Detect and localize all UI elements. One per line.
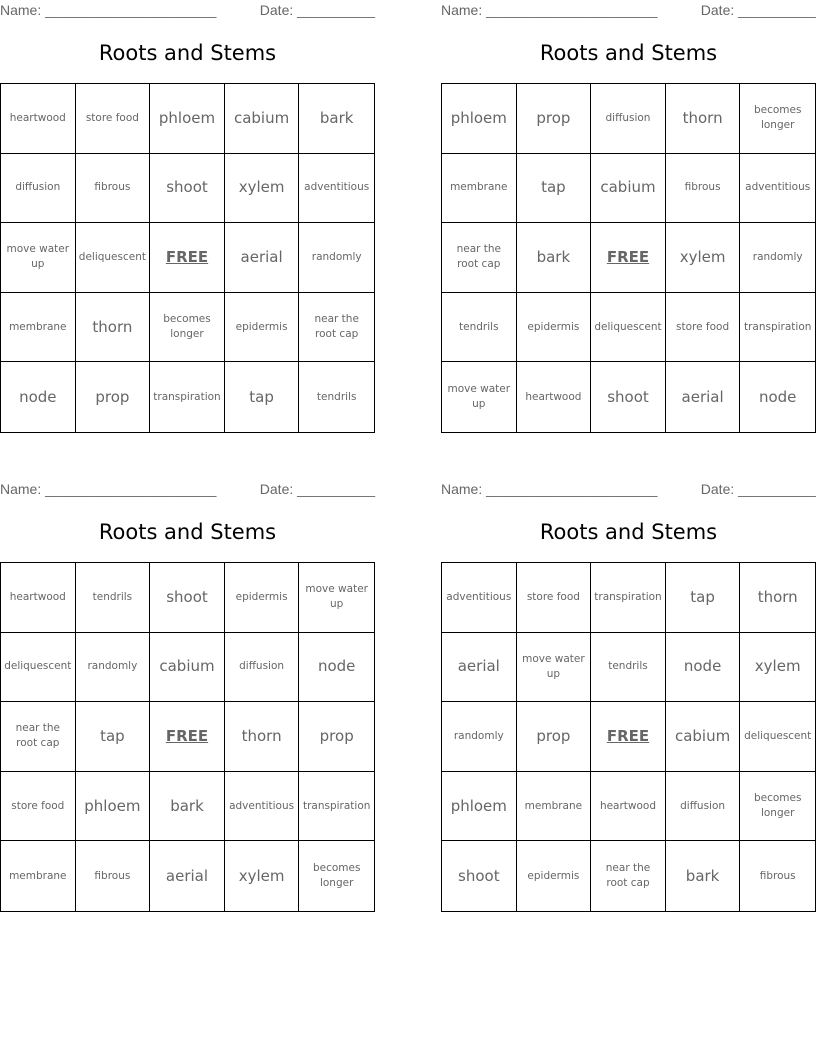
bingo-cell: store food — [1, 772, 76, 842]
bingo-grid — [0, 562, 375, 912]
bingo-cell: tap — [666, 563, 741, 633]
name-date-line — [0, 2, 375, 20]
bingo-cell: transpiration — [740, 293, 815, 363]
bingo-cell: deliquescent — [1, 633, 76, 703]
bingo-cell: phloem — [150, 84, 225, 154]
bingo-cell: aerial — [666, 362, 741, 432]
bingo-cell: membrane — [442, 154, 517, 224]
bingo-grid — [441, 83, 816, 433]
name-field: Name: ______________________ — [0, 481, 217, 497]
bingo-cell: store food — [666, 293, 741, 363]
bingo-cell: diffusion — [591, 84, 666, 154]
bingo-cell: xylem — [740, 633, 815, 703]
bingo-cell: aerial — [225, 223, 300, 293]
card-title: Roots and Stems — [539, 41, 718, 65]
bingo-cell: cabium — [666, 702, 741, 772]
bingo-cell: xylem — [666, 223, 741, 293]
bingo-cell: shoot — [150, 563, 225, 633]
bingo-cell: cabium — [591, 154, 666, 224]
bingo-cell: xylem — [225, 841, 300, 911]
bingo-cell: bark — [150, 772, 225, 842]
bingo-cell: transpiration — [150, 362, 225, 432]
bingo-cell: randomly — [76, 633, 151, 703]
date-field: Date: __________ — [700, 2, 816, 18]
bingo-cell: cabium — [150, 633, 225, 703]
bingo-cell: prop — [299, 702, 374, 772]
name-field: Name: ______________________ — [0, 2, 217, 18]
free-space: FREE — [150, 223, 225, 293]
bingo-cell: prop — [517, 702, 592, 772]
free-space: FREE — [150, 702, 225, 772]
bingo-cell: move water up — [442, 362, 517, 432]
bingo-cell: bark — [517, 223, 592, 293]
bingo-cell: thorn — [76, 293, 151, 363]
bingo-cell: transpiration — [299, 772, 374, 842]
bingo-cell: epidermis — [517, 293, 592, 363]
bingo-cell: deliquescent — [740, 702, 815, 772]
name-date-line — [441, 481, 816, 499]
bingo-cell: transpiration — [591, 563, 666, 633]
bingo-cell: randomly — [299, 223, 374, 293]
bingo-card — [441, 479, 816, 919]
bingo-cell: near the root cap — [1, 702, 76, 772]
bingo-cell: diffusion — [1, 154, 76, 224]
bingo-cell: thorn — [666, 84, 741, 154]
bingo-cell: fibrous — [76, 154, 151, 224]
bingo-cell: fibrous — [759, 869, 796, 882]
bingo-cell: deliquescent — [76, 223, 151, 293]
bingo-cell: adventitious — [299, 154, 374, 224]
bingo-cell: tendrils — [76, 563, 151, 633]
free-space: FREE — [591, 223, 666, 293]
bingo-cell: becomes longer — [740, 772, 815, 842]
bingo-cell: move water up — [517, 633, 592, 703]
bingo-cell: shoot — [591, 362, 666, 432]
bingo-cell: heartwood — [591, 772, 666, 842]
bingo-cell: membrane — [1, 841, 76, 911]
card-title: Roots and Stems — [539, 520, 718, 544]
bingo-cell: tendrils — [316, 390, 357, 403]
bingo-cell: move water up — [1, 223, 76, 293]
bingo-cell: tap — [225, 362, 300, 432]
bingo-card — [0, 0, 375, 440]
date-field: Date: __________ — [700, 481, 816, 497]
bingo-cell: near the root cap — [591, 841, 666, 911]
bingo-cell: phloem — [442, 84, 517, 154]
bingo-cell: epidermis — [225, 293, 300, 363]
bingo-cell: aerial — [150, 841, 225, 911]
name-date-line — [0, 481, 375, 499]
bingo-cell: tap — [76, 702, 151, 772]
bingo-card — [441, 0, 816, 440]
bingo-cell: heartwood — [517, 362, 592, 432]
bingo-cell: epidermis — [517, 841, 592, 911]
bingo-card — [0, 479, 375, 919]
bingo-cell: phloem — [76, 772, 151, 842]
bingo-cell: shoot — [150, 154, 225, 224]
bingo-cell: diffusion — [666, 772, 741, 842]
card-title: Roots and Stems — [98, 520, 277, 544]
bingo-cell: node — [1, 362, 76, 432]
bingo-cell: move water up — [299, 563, 374, 633]
name-date-line — [441, 2, 816, 20]
bingo-cell: becomes longer — [740, 84, 815, 154]
date-field: Date: __________ — [259, 2, 375, 18]
name-field: Name: ______________________ — [441, 481, 658, 497]
bingo-cell: xylem — [225, 154, 300, 224]
bingo-cell: fibrous — [666, 154, 741, 224]
bingo-cell: epidermis — [225, 563, 300, 633]
bingo-cell: tap — [517, 154, 592, 224]
bingo-cell: cabium — [225, 84, 300, 154]
bingo-cell: randomly — [442, 702, 517, 772]
bingo-cell: tendrils — [442, 293, 517, 363]
bingo-cell: shoot — [442, 841, 517, 911]
bingo-cell: phloem — [442, 772, 517, 842]
bingo-cell: adventitious — [740, 154, 815, 224]
bingo-grid — [441, 562, 816, 912]
bingo-cell: near the root cap — [442, 223, 517, 293]
card-title: Roots and Stems — [98, 41, 277, 65]
bingo-cell: near the root cap — [299, 293, 374, 363]
bingo-cell: node — [299, 633, 374, 703]
bingo-cell: aerial — [442, 633, 517, 703]
bingo-cell: deliquescent — [591, 293, 666, 363]
bingo-cell: randomly — [740, 223, 815, 293]
bingo-cell: store food — [76, 84, 151, 154]
bingo-cell: store food — [517, 563, 592, 633]
bingo-cell: node — [666, 633, 741, 703]
bingo-cell: fibrous — [76, 841, 151, 911]
bingo-cell: diffusion — [225, 633, 300, 703]
bingo-grid — [0, 83, 375, 433]
bingo-cell: membrane — [1, 293, 76, 363]
bingo-cell: tendrils — [591, 633, 666, 703]
bingo-cell: adventitious — [225, 772, 300, 842]
name-field: Name: ______________________ — [441, 2, 658, 18]
bingo-cell: heartwood — [1, 563, 76, 633]
bingo-cell: heartwood — [1, 84, 76, 154]
bingo-cell: adventitious — [442, 563, 517, 633]
bingo-cell: thorn — [225, 702, 300, 772]
bingo-cell: prop — [517, 84, 592, 154]
bingo-cell: bark — [666, 841, 741, 911]
date-field: Date: __________ — [259, 481, 375, 497]
bingo-cell: thorn — [740, 563, 815, 633]
bingo-cell: becomes longer — [150, 293, 225, 363]
free-space: FREE — [591, 702, 666, 772]
bingo-cell: bark — [299, 84, 374, 154]
bingo-cell: node — [758, 387, 797, 406]
bingo-cell: membrane — [517, 772, 592, 842]
bingo-cell: becomes longer — [312, 862, 361, 890]
bingo-cell: prop — [76, 362, 151, 432]
